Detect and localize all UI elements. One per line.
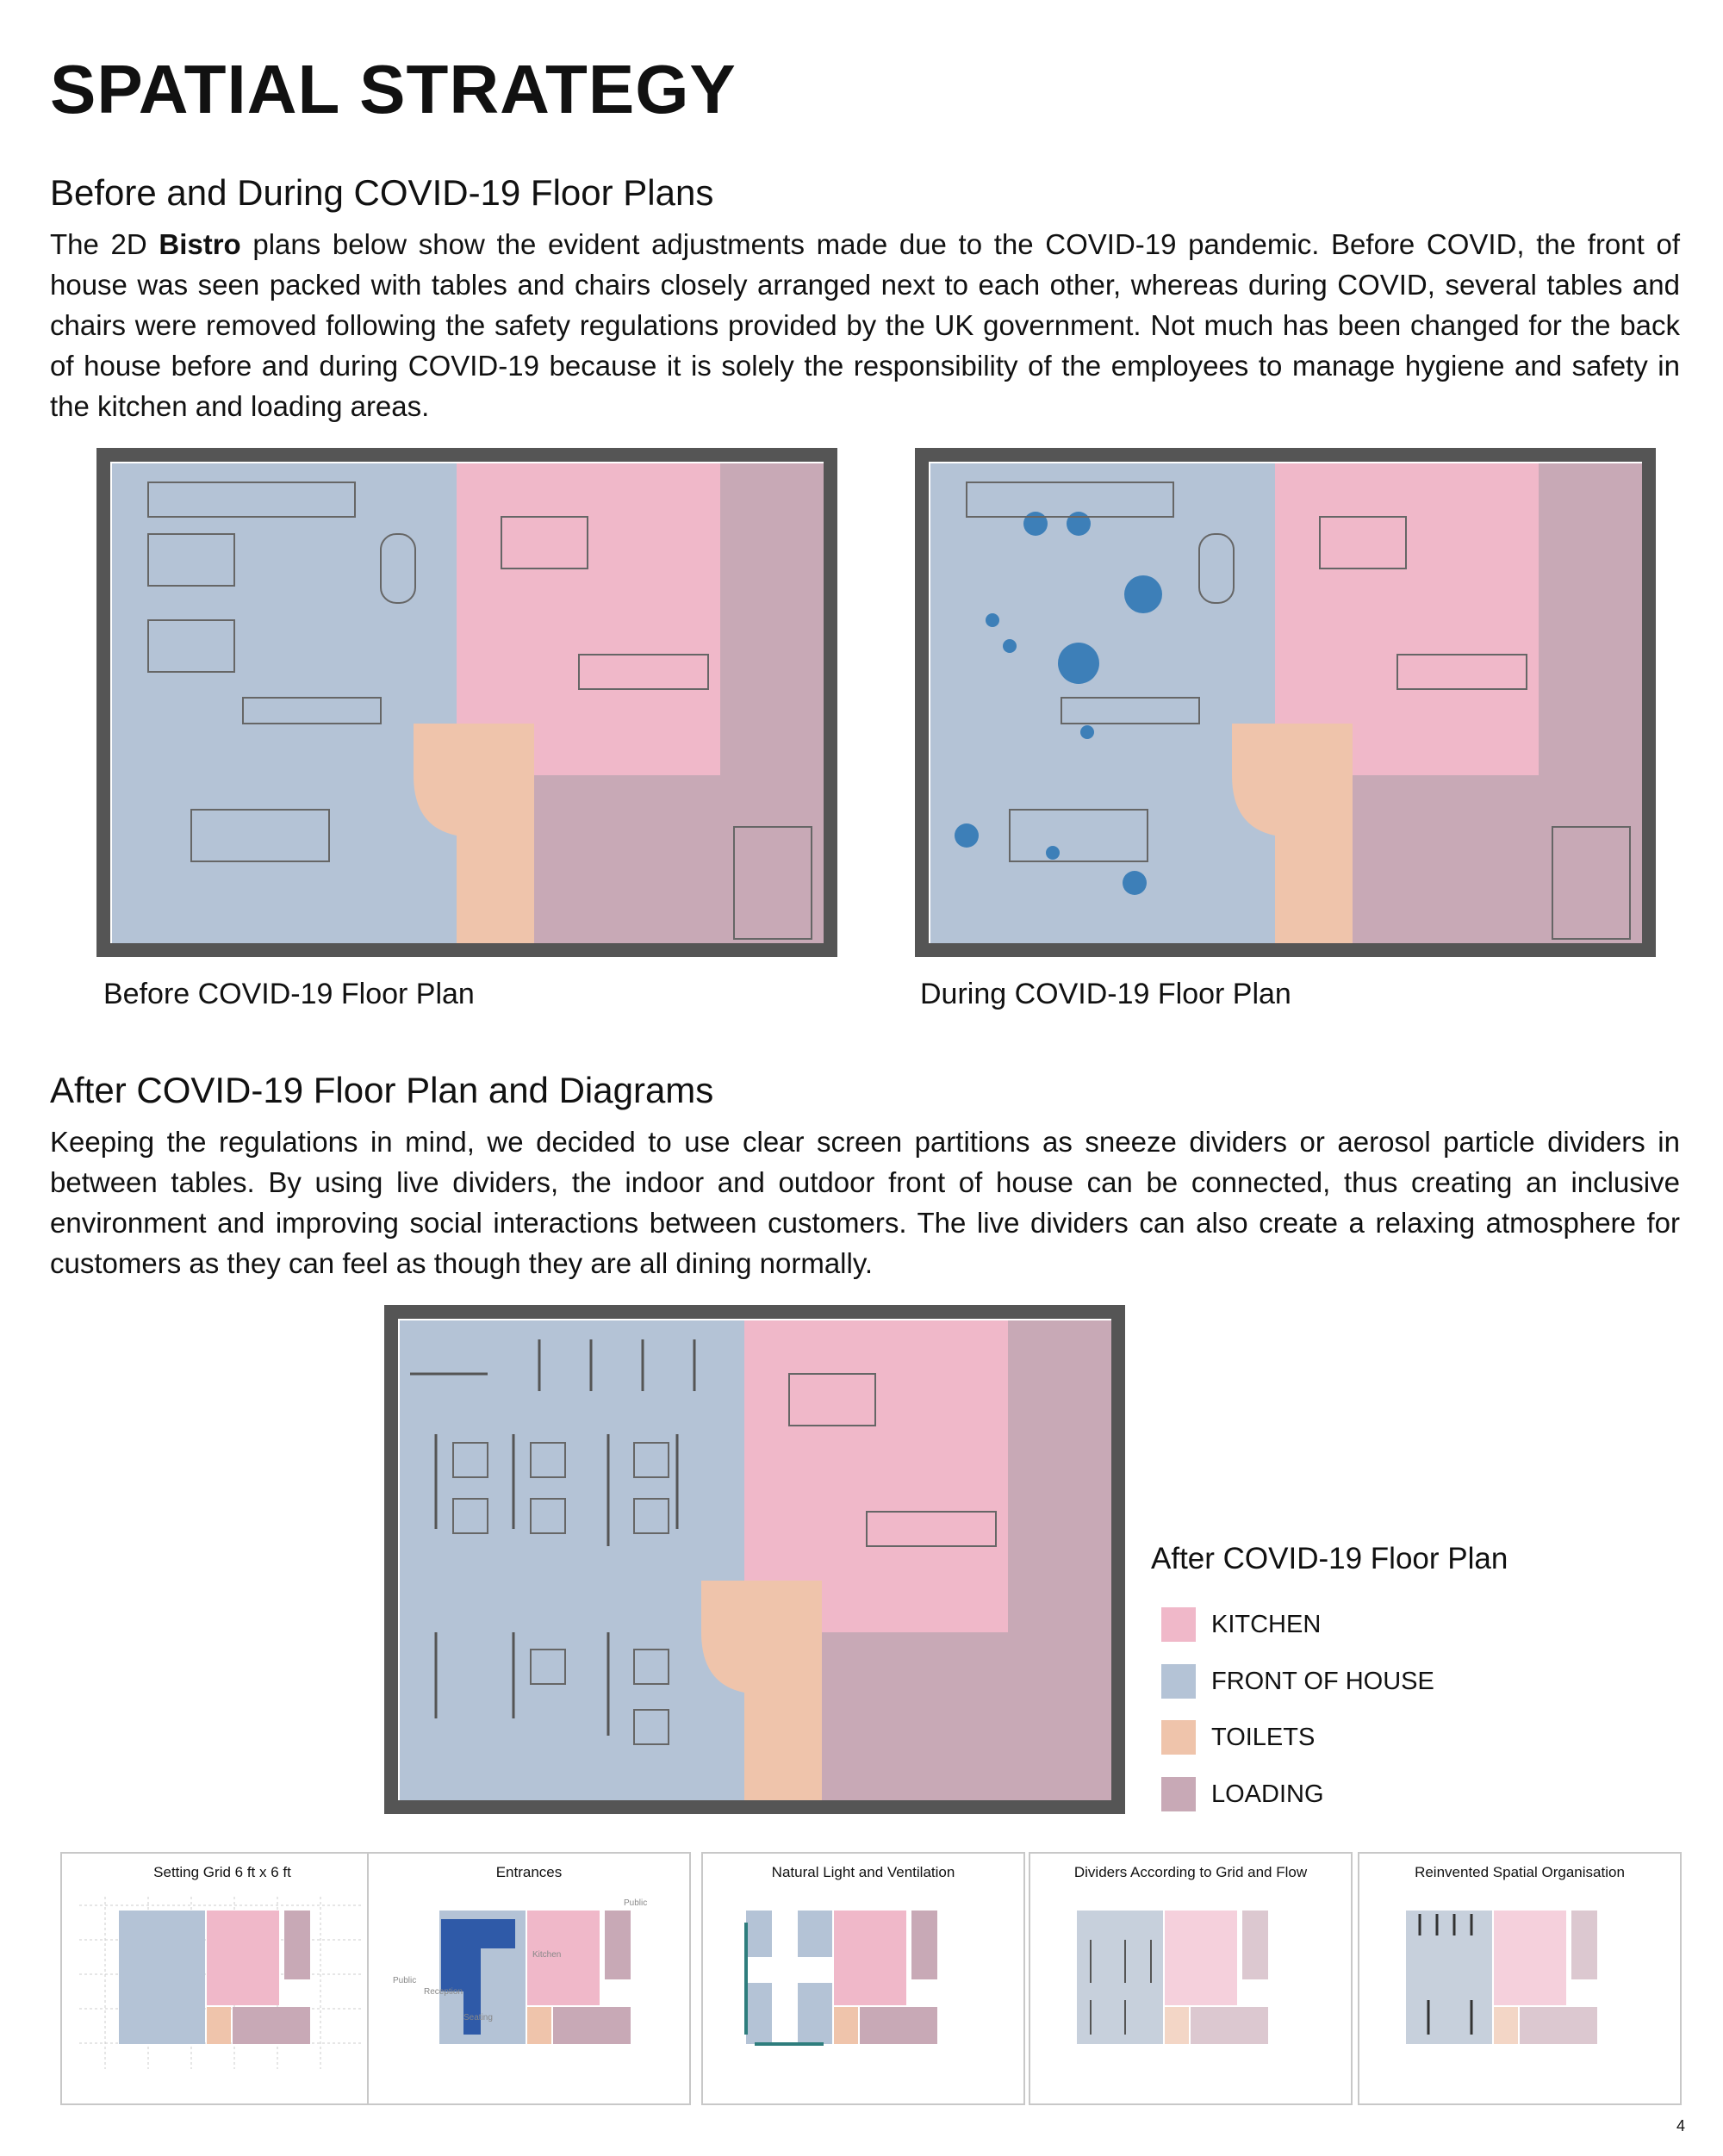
wall (96, 448, 837, 462)
wall (1111, 1305, 1125, 1814)
legend-label: LOADING (1211, 1780, 1324, 1808)
wall (824, 448, 837, 957)
wall (1642, 448, 1656, 957)
section-paragraph-after: Keeping the regulations in mind, we decided to use clear screen partitions as sneeze dividers or aerosol particle dividers in between tables. By using live dividers, the indoor and outdoor front of house can be connected, thus creating an inclusive environment and improving social interactions between customers. The live dividers can also create a relaxing atmosphere for customers as they can feel as though they are all dining normally. (50, 1126, 1680, 1279)
diagram-title: Setting Grid 6 ft x 6 ft (153, 1864, 291, 1880)
legend-item-front-of-house (1161, 1664, 1434, 1699)
legend-label: TOILETS (1211, 1723, 1316, 1751)
wall (384, 1305, 398, 1814)
diagram-graphic (1359, 1888, 1680, 2103)
wall (915, 448, 1656, 462)
wall (384, 1305, 1125, 1319)
wall (915, 448, 929, 957)
diagram-graphic (62, 1888, 383, 2103)
para-text: plans below show the evident adjustments made due to the COVID-19 pandemic. Before COVID, the front of house was seen packed with tables and chairs closely arranged next to each other, whereas during COVID, several tables and chairs were removed following the safety regulations provided by the UK government. Not much has been changed for the back of house before and during COVID-19 because it is solely the responsibility of the employees to manage hygiene and safety in the kitchen and loading areas. (50, 228, 1680, 422)
diagram-title: Entrances (495, 1864, 563, 1880)
front-of-house-zone (400, 1320, 744, 1810)
section-paragraph-before-during (50, 224, 1680, 426)
loading-zone (534, 775, 720, 953)
after-floor-plan (384, 1305, 1134, 1817)
loading-zone (1353, 775, 1539, 953)
diagram-label-public-left: Public (393, 1976, 417, 1985)
legend-title: After COVID-19 Floor Plan (1151, 1542, 1508, 1575)
diagram-title: Dividers According to Grid and Flow (1073, 1864, 1308, 1880)
legend-swatch (1161, 1664, 1196, 1699)
section-heading-before-during: Before and During COVID-19 Floor Plans (50, 172, 714, 213)
legend-label: FRONT OF HOUSE (1211, 1667, 1434, 1695)
wall (384, 1800, 1125, 1814)
legend-swatch (1161, 1607, 1196, 1642)
front-of-house-zone (930, 463, 1275, 953)
wall (915, 943, 1656, 957)
diagram-graphic (1030, 1888, 1351, 2103)
diagram-label-seating: Seating (463, 2013, 493, 2022)
diagram-title: Reinvented Spatial Organisation (1415, 1864, 1625, 1880)
para-text: The 2D (50, 228, 159, 260)
front-of-house-zone (112, 463, 457, 953)
diagram-graphic (369, 1888, 689, 2103)
loading-zone (1008, 1320, 1111, 1810)
diagram-reinvented-organisation (1358, 1852, 1682, 2105)
page-title: SPATIAL STRATEGY (50, 51, 737, 127)
wall (96, 448, 110, 957)
diagram-graphic (703, 1888, 1023, 2103)
legend-item-kitchen (1161, 1607, 1321, 1642)
para-bold-text: Bistro (159, 228, 241, 260)
legend-label: KITCHEN (1211, 1610, 1322, 1638)
diagram-dividers (1029, 1852, 1353, 2105)
diagram-setting-grid (60, 1852, 384, 2105)
legend-swatch (1161, 1720, 1196, 1755)
diagram-title: Natural Light and Ventilation (771, 1864, 955, 1880)
legend-item-toilets (1161, 1720, 1315, 1755)
wall (96, 943, 837, 957)
during-floor-plan (915, 448, 1664, 960)
diagram-natural-light (701, 1852, 1025, 2105)
loading-zone (1539, 463, 1642, 953)
caption-before-plan: Before COVID-19 Floor Plan (103, 978, 475, 1010)
before-floor-plan (96, 448, 846, 960)
diagram-label-reception: Reception (424, 1987, 463, 1997)
caption-during-plan: During COVID-19 Floor Plan (920, 978, 1291, 1010)
loading-zone (720, 463, 824, 953)
diagram-label-kitchen: Kitchen (532, 1950, 562, 1960)
legend-swatch (1161, 1777, 1196, 1811)
loading-zone (822, 1632, 1008, 1810)
diagram-entrances (367, 1852, 691, 2105)
legend-item-loading (1161, 1777, 1324, 1811)
diagram-label-public-top: Public (624, 1898, 648, 1908)
section-heading-after: After COVID-19 Floor Plan and Diagrams (50, 1070, 714, 1110)
page-number: 4 (1676, 2117, 1685, 2134)
